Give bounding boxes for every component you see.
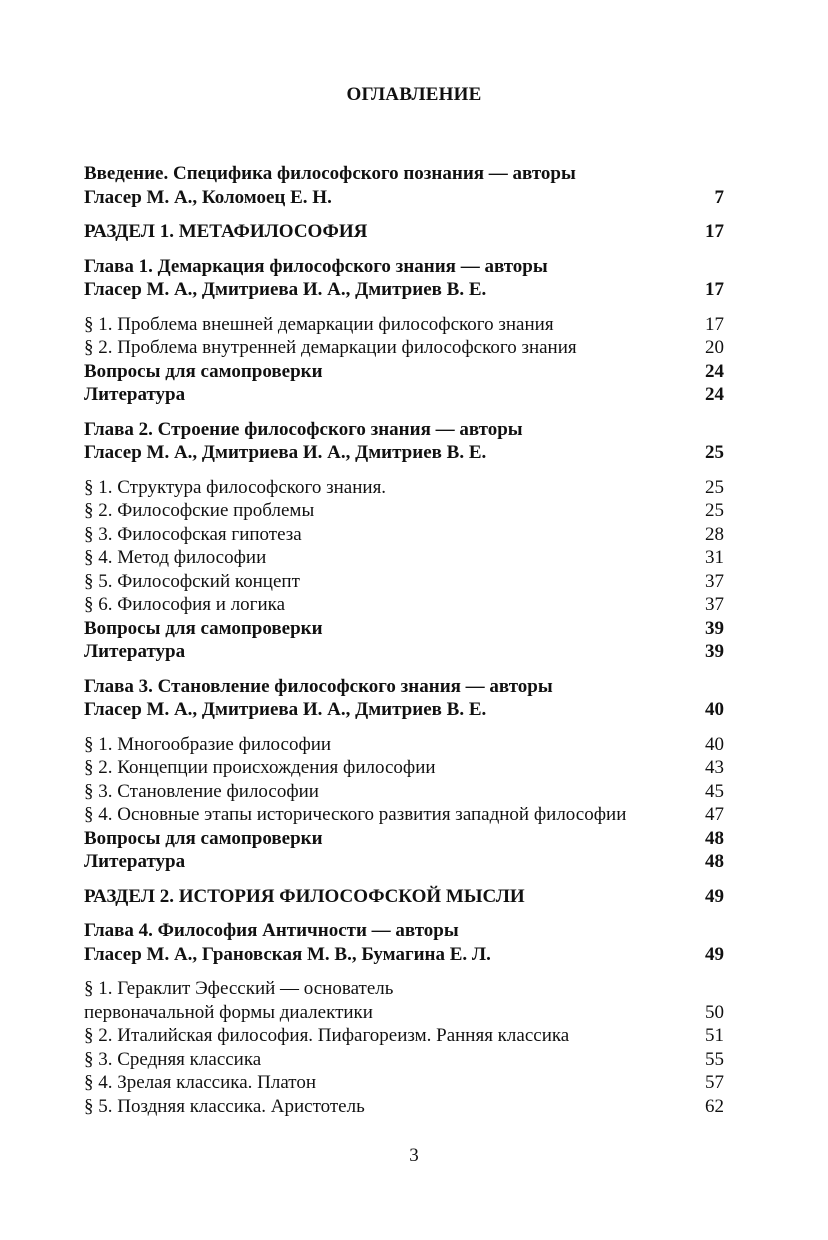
toc-entry [84, 1001, 724, 1025]
toc-entry [84, 885, 724, 909]
toc-entry-title: Глава 3. Становление философского знания — авторы [84, 675, 553, 697]
toc-entry-title: § 3. Философская гипотеза [84, 523, 302, 545]
toc-entry-title: Глава 1. Демаркация философского знания — авторы [84, 255, 548, 277]
toc-entry [84, 1095, 724, 1119]
toc-entry-title: Введение. Специфика философского познания — авторы [84, 163, 576, 184]
toc-spacer [84, 664, 724, 675]
toc-spacer [84, 209, 724, 220]
toc-entry [84, 640, 724, 664]
toc-entry-title: Гласер М. А., Дмитриева И. А., Дмитриев В. Е. [84, 699, 487, 720]
toc-entry-page: 48 [705, 827, 724, 849]
toc-entry-title: § 2. Италийская философия. Пифагореизм. Ранняя классика [84, 1025, 570, 1046]
toc-entry-page: 31 [705, 547, 724, 568]
toc-entry-title: § 2. Концепции происхождения философии [84, 757, 436, 778]
toc-entry-page: 7 [714, 186, 724, 208]
toc-entry-page: 55 [705, 1048, 724, 1070]
toc-entry [84, 360, 724, 384]
toc-entry-title: § 4. Основные этапы исторического развития западной философии [84, 804, 627, 825]
toc-entry-title: Глава 4. Философия Античности — авторы [84, 920, 459, 941]
toc-entry-title: § 1. Проблема внешней демаркации философского знания [84, 313, 554, 335]
toc-entry [84, 255, 724, 279]
toc-entry-page: 37 [705, 570, 724, 592]
toc-entry-title: § 2. Философские проблемы [84, 500, 315, 521]
toc-entry-title: § 1. Многообразие философии [84, 733, 332, 755]
toc-entry-title: Глава 2. Строение философского знания — авторы [84, 418, 523, 440]
toc-spacer [84, 407, 724, 418]
toc-entry-page: 25 [705, 442, 724, 463]
toc-entry-title: Гласер М. А., Грановская М. В., Бумагина Е. Л. [84, 943, 491, 965]
toc-entry-page: 20 [705, 337, 724, 358]
toc-entry-page: 28 [705, 523, 724, 545]
toc-entry-title: § 4. Метод философии [84, 547, 267, 568]
table-of-contents [84, 162, 724, 1118]
toc-entry [84, 675, 724, 699]
toc-entry-title: § 3. Становление философии [84, 780, 319, 802]
toc-entry-title: Литература [84, 851, 186, 872]
toc-entry-title: § 1. Гераклит Эфесский — основатель [84, 978, 394, 999]
toc-entry-page: 39 [705, 641, 724, 662]
toc-entry [84, 546, 724, 570]
toc-entry [84, 383, 724, 407]
toc-entry [84, 780, 724, 804]
page-title: ОГЛАВЛЕНИЕ [346, 84, 482, 105]
toc-entry-page: 17 [705, 221, 724, 242]
toc-entry-page: 43 [705, 757, 724, 778]
toc-entry-title: Вопросы для самопроверки [84, 617, 323, 639]
toc-entry [84, 1071, 724, 1095]
toc-entry [84, 756, 724, 780]
toc-entry-page: 17 [705, 313, 724, 335]
toc-entry-title: Гласер М. А., Дмитриева И. А., Дмитриев В. Е. [84, 279, 487, 300]
toc-spacer [84, 966, 724, 977]
toc-entry-title: § 5. Философский концепт [84, 570, 300, 592]
toc-entry [84, 1048, 724, 1072]
toc-spacer [84, 465, 724, 476]
toc-entry-page: 62 [705, 1095, 724, 1117]
toc-entry-page: 40 [705, 699, 724, 720]
toc-entry-title: Литература [84, 641, 186, 662]
toc-entry-page: 25 [705, 500, 724, 521]
toc-entry [84, 162, 724, 186]
toc-entry-title: РАЗДЕЛ 2. ИСТОРИЯ ФИЛОСОФСКОЙ МЫСЛИ [84, 885, 525, 907]
toc-entry [84, 220, 724, 244]
toc-entry [84, 593, 724, 617]
toc-entry-page: 48 [705, 851, 724, 872]
toc-entry [84, 827, 724, 851]
toc-entry-page: 49 [705, 943, 724, 965]
toc-entry [84, 617, 724, 641]
toc-entry [84, 418, 724, 442]
toc-entry-title: РАЗДЕЛ 1. МЕТАФИЛОСОФИЯ [84, 221, 368, 242]
toc-entry [84, 977, 724, 1001]
toc-entry [84, 313, 724, 337]
toc-entry-page: 51 [705, 1025, 724, 1046]
toc-entry-title: § 4. Зрелая классика. Платон [84, 1072, 317, 1093]
toc-entry [84, 943, 724, 967]
toc-entry-title: § 2. Проблема внутренней демаркации философского знания [84, 337, 577, 358]
toc-entry-page: 24 [705, 384, 724, 405]
toc-entry-page: 50 [705, 1001, 724, 1023]
toc-entry [84, 523, 724, 547]
toc-spacer [84, 874, 724, 885]
toc-entry-title: § 1. Структура философского знания. [84, 476, 387, 498]
toc-entry-page: 24 [705, 360, 724, 382]
toc-entry [84, 803, 724, 827]
toc-entry [84, 336, 724, 360]
toc-entry [84, 850, 724, 874]
page-number: 3 [409, 1145, 419, 1166]
toc-entry-page: 57 [705, 1072, 724, 1093]
toc-entry-page: 39 [705, 617, 724, 639]
toc-entry [84, 278, 724, 302]
toc-entry-page: 45 [705, 780, 724, 802]
toc-entry [84, 733, 724, 757]
toc-entry-title: § 5. Поздняя классика. Аристотель [84, 1095, 365, 1117]
toc-entry [84, 476, 724, 500]
toc-entry [84, 186, 724, 210]
toc-entry [84, 441, 724, 465]
toc-entry-title: Вопросы для самопроверки [84, 360, 323, 382]
toc-entry-title: первоначальной формы диалектики [84, 1001, 373, 1023]
toc-entry-page: 37 [705, 594, 724, 615]
toc-entry-page: 40 [705, 733, 724, 755]
toc-spacer [84, 722, 724, 733]
toc-entry-page: 17 [705, 279, 724, 300]
toc-entry-title: Гласер М. А., Дмитриева И. А., Дмитриев В. Е. [84, 442, 487, 463]
toc-entry-title: § 6. Философия и логика [84, 594, 286, 615]
toc-entry-title: Вопросы для самопроверки [84, 827, 323, 849]
toc-entry-page: 49 [705, 885, 724, 907]
toc-spacer [84, 302, 724, 313]
toc-entry [84, 919, 724, 943]
toc-entry-title: § 3. Средняя классика [84, 1048, 262, 1070]
toc-entry-page: 25 [705, 476, 724, 498]
toc-spacer [84, 244, 724, 255]
toc-entry [84, 570, 724, 594]
toc-entry [84, 499, 724, 523]
toc-entry-title: Гласер М. А., Коломоец Е. Н. [84, 186, 332, 208]
toc-entry-title: Литература [84, 384, 186, 405]
toc-entry [84, 1024, 724, 1048]
toc-entry [84, 698, 724, 722]
toc-entry-page: 47 [705, 804, 724, 825]
toc-spacer [84, 908, 724, 919]
